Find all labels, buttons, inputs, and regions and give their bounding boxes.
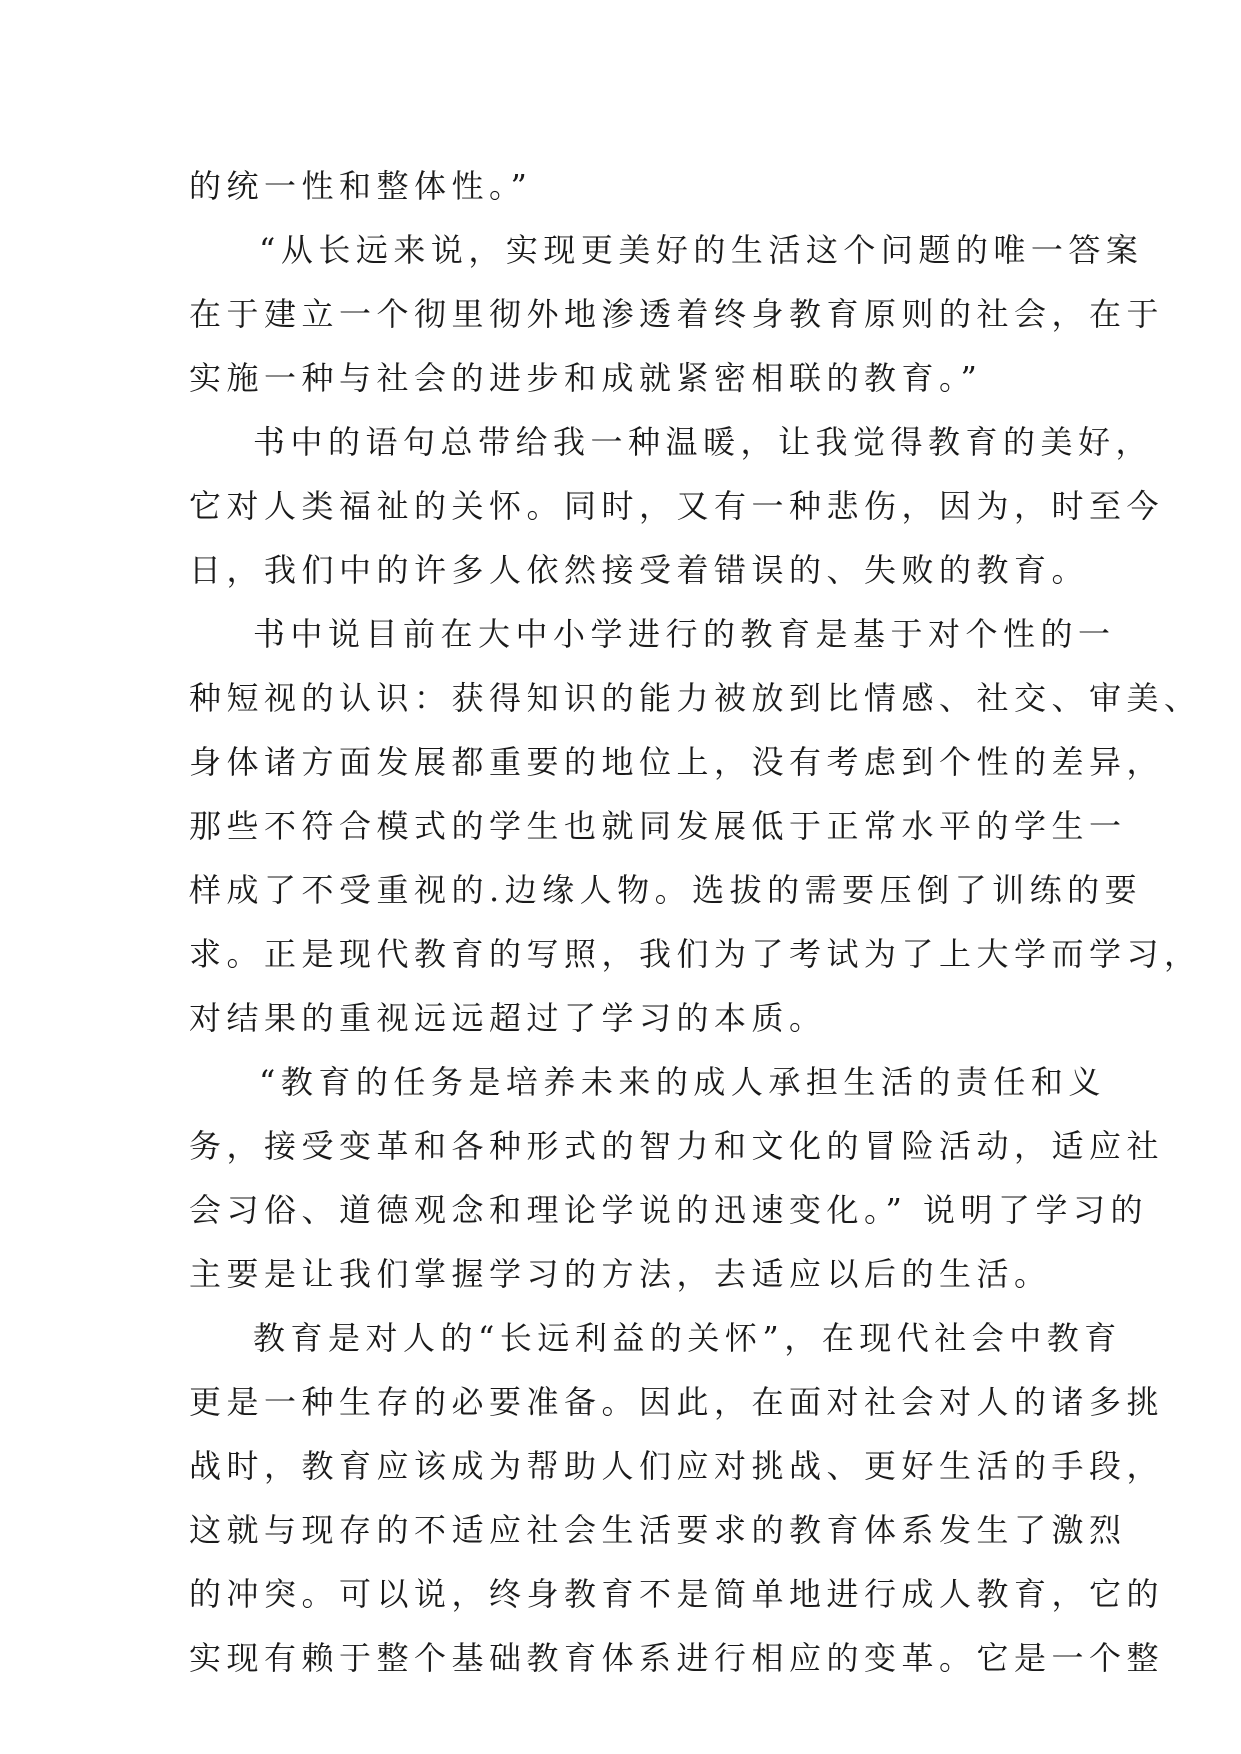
text-line: 它对人类福祉的关怀。同时，又有一种悲伤，因为，时至今 xyxy=(189,487,1165,525)
text-line: 样成了不受重视的.边缘人物。选拔的需要压倒了训练的要 xyxy=(189,871,1143,909)
text-line: 在于建立一个彻里彻外地渗透着终身教育原则的社会，在于 xyxy=(189,295,1165,333)
text-line: 主要是让我们掌握学习的方法，去适应以后的生活。 xyxy=(189,1255,1052,1293)
text-line: 更是一种生存的必要准备。因此，在面对社会对人的诸多挑 xyxy=(189,1383,1165,1421)
text-line: 对结果的重视远远超过了学习的本质。 xyxy=(189,999,827,1037)
paragraph-first-line: “从长远来说，实现更美好的生活这个问题的唯一答案 xyxy=(259,231,1144,269)
text-line: 实施一种与社会的进步和成就紧密相联的教育。” xyxy=(189,359,983,397)
text-line: 身体诸方面发展都重要的地位上，没有考虑到个性的差异， xyxy=(189,743,1165,781)
paragraph-first-line: “教育的任务是培养未来的成人承担生活的责任和义 xyxy=(259,1063,1106,1101)
text-line: 日，我们中的许多人依然接受着错误的、失败的教育。 xyxy=(189,551,1090,589)
paragraph-first-line: 教育是对人的“长远利益的关怀”，在现代社会中教育 xyxy=(253,1319,1122,1357)
text-line: 务，接受变革和各种形式的智力和文化的冒险活动，适应社 xyxy=(189,1127,1165,1165)
paragraph-first-line: 书中说目前在大中小学进行的教育是基于对个性的一 xyxy=(253,615,1116,653)
text-line: 战时，教育应该成为帮助人们应对挑战、更好生活的手段， xyxy=(189,1447,1165,1485)
text-line: 那些不符合模式的学生也就同发展低于正常水平的学生一 xyxy=(189,807,1127,845)
paragraph-first-line: 书中的语句总带给我一种温暖，让我觉得教育的美好， xyxy=(253,423,1154,461)
text-line: 会习俗、道德观念和理论学说的迅速变化。” 说明了学习的 xyxy=(189,1191,1149,1229)
text-line: 的冲突。可以说，终身教育不是简单地进行成人教育，它的 xyxy=(189,1575,1165,1613)
text-line: 求。正是现代教育的写照，我们为了考试为了上大学而学习， xyxy=(189,935,1202,973)
text-line: 这就与现存的不适应社会生活要求的教育体系发生了激烈 xyxy=(189,1511,1127,1549)
text-line: 的统一性和整体性。” xyxy=(189,167,533,205)
text-line: 实现有赖于整个基础教育体系进行相应的变革。它是一个整 xyxy=(189,1639,1165,1677)
text-line: 种短视的认识：获得知识的能力被放到比情感、社交、审美、 xyxy=(189,679,1202,717)
body-text xyxy=(189,154,1202,1690)
